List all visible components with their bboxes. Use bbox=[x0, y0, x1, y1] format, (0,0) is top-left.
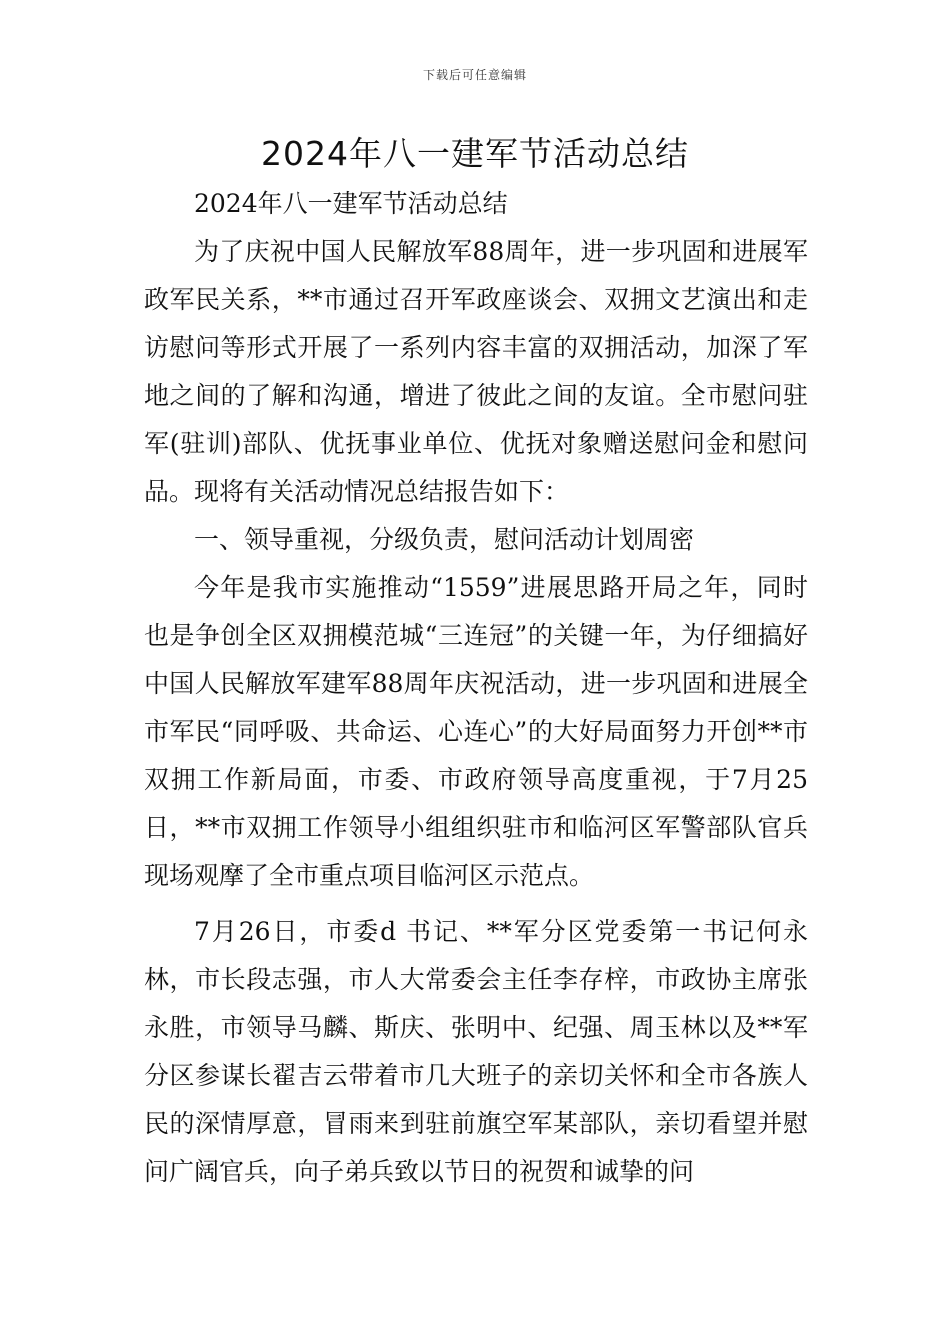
document-body bbox=[144, 180, 808, 1196]
paragraph-section-heading: 一、领导重视，分级负责，慰问活动计划周密 bbox=[194, 525, 695, 554]
header-note: 下载后可任意编辑 bbox=[422, 68, 527, 82]
document-title: 2024年八一建军节活动总结 bbox=[261, 134, 689, 173]
paragraph-body: 7月26日，市委d 书记、**军分区党委第一书记何永林，市长段志强，市人大常委会主任李存梓，市政协主席张永胜，市领导马麟、斯庆、张明中、纪强、周玉林以及**军分区参谋长翟吉云带着市几大班子的亲切关怀和全市各族人民的深情厚意，冒雨来到驻前旗空军某部队，亲切看望并慰问广阔官兵，向子弟兵致以节日的祝贺和诚挚的问 bbox=[144, 917, 808, 1186]
paragraph-subtitle: 2024年八一建军节活动总结 bbox=[194, 189, 508, 218]
paragraph-body: 今年是我市实施推动“1559”进展思路开局之年，同时也是争创全区双拥模范城“三连冠”的关键一年，为仔细搞好中国人民解放军建军88周年庆祝活动，进一步巩固和进展全市军民“同呼吸、共命运、心连心”的大好局面努力开创**市双拥工作新局面，市委、市政府领导高度重视，于7月25日，**市双拥工作领导小组组织驻市和临河区军警部队官兵现场观摩了全市重点项目临河区示范点。 bbox=[144, 573, 808, 890]
paragraph-intro: 为了庆祝中国人民解放军88周年，进一步巩固和进展军政军民关系，**市通过召开军政座谈会、双拥文艺演出和走访慰问等形式开展了一系列内容丰富的双拥活动，加深了军地之间的了解和沟通，增进了彼此之间的友谊。全市慰问驻军(驻训)部队、优抚事业单位、优抚对象赠送慰问金和慰问品。现将有关活动情况总结报告如下： bbox=[144, 237, 808, 506]
